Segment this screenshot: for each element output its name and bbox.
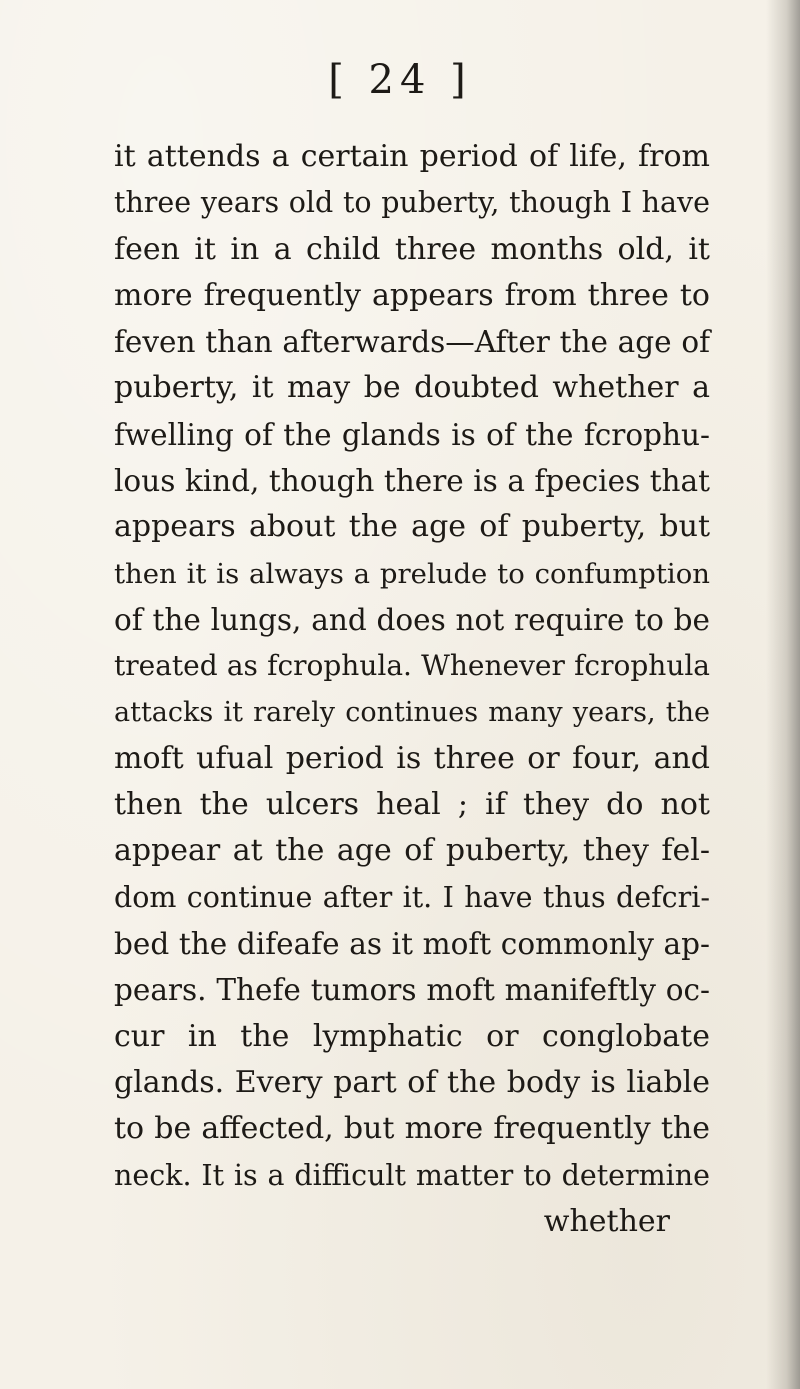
body-text: [114, 134, 710, 1245]
page-edge-shadow: [766, 0, 800, 1389]
text-line: moft ufual period is three or four, and: [114, 740, 710, 776]
text-line: fwelling of the glands is of the fcrophu-: [114, 417, 710, 452]
text-line: lous kind, though there is a fpecies that: [114, 464, 710, 499]
text-line: puberty, it may be doubted whether a: [114, 370, 710, 406]
text-line: pears. Thefe tumors moft manifeftly oc-: [114, 973, 710, 1008]
text-line: appear at the age of puberty, they fel-: [114, 833, 710, 869]
text-line: cur in the lymphatic or conglobate: [114, 1018, 710, 1054]
text-line: it attends a certain period of life, from: [114, 139, 710, 174]
text-line: glands. Every part of the body is liable: [114, 1064, 710, 1100]
text-line: three years old to puberty, though I have: [114, 186, 710, 220]
text-line: then it is always a prelude to confumption: [114, 557, 710, 590]
text-line: bed the difeafe as it moft commonly ap-: [114, 927, 710, 962]
text-line: to be affected, but more frequently the: [114, 1111, 710, 1147]
text-line: then the ulcers heal ; if they do not: [114, 787, 710, 823]
text-line: treated as fcrophula. Whenever fcrophula: [114, 649, 710, 683]
text-line: feven than afterwards—After the age of: [114, 325, 710, 360]
text-line: attacks it rarely continues many years, the: [114, 696, 710, 728]
text-line: appears about the age of puberty, but: [114, 509, 710, 545]
text-line: more frequently appears from three to: [114, 277, 710, 313]
text-line: neck. It is a difficult matter to determine: [114, 1158, 710, 1192]
text-line: feen it in a child three months old, it: [114, 231, 710, 267]
text-line: dom continue after it. I have thus defcri-: [114, 880, 710, 914]
page-number-header: [ 24 ]: [328, 57, 472, 103]
text-line: of the lungs, and does not require to be: [114, 602, 710, 637]
catchword: whether: [543, 1203, 670, 1239]
